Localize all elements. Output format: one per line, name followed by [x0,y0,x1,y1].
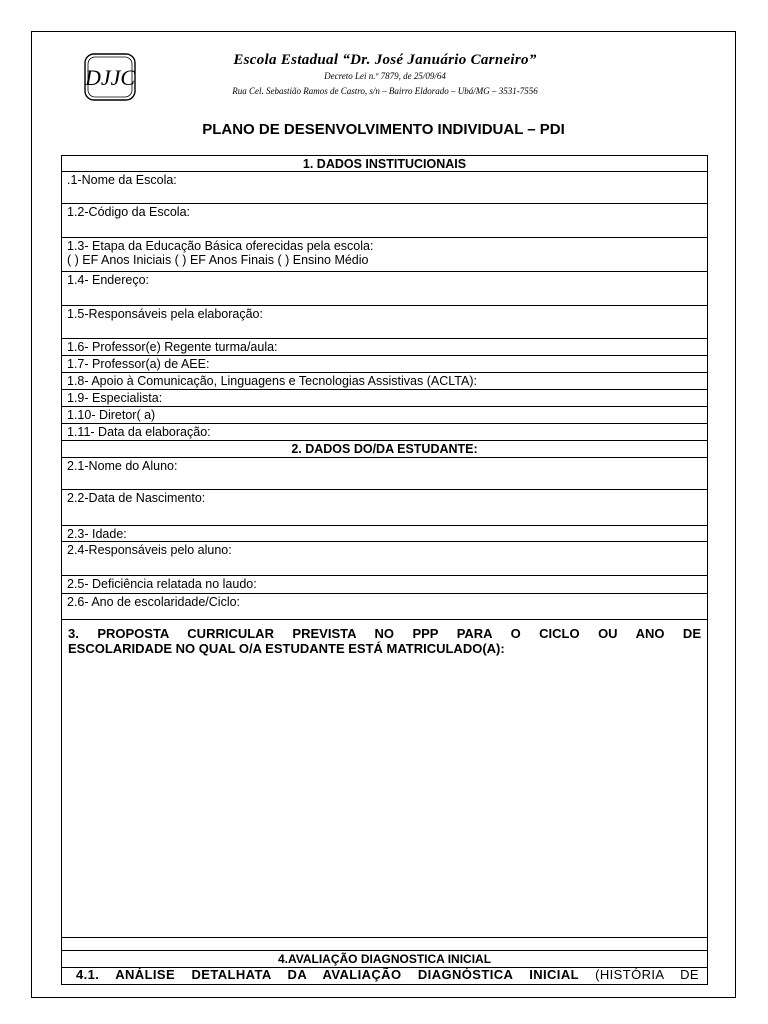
field-teacher[interactable]: 1.6- Professor(e) Regente turma/aula: [62,339,707,356]
section4-subheading-bold: 4.1. ANÁLISE DETALHATA DA AVALIAÇÃO DIAGNÓSTICA INICIAL [76,968,579,982]
section4-heading: 4.AVALIAÇÃO DIAGNOSTICA INICIAL [62,951,707,968]
field-date[interactable]: 1.11- Data da elaboração: [62,424,707,441]
school-logo [82,52,138,102]
field-specialist[interactable]: 1.9- Especialista: [62,390,707,407]
section1-heading: 1. DADOS INSTITUCIONAIS [62,156,707,172]
field-aclta[interactable]: 1.8- Apoio à Comunicação, Linguagens e Tecnologias Assistivas (ACLTA): [62,373,707,390]
field-student-name[interactable]: 2.1-Nome do Aluno: [62,458,707,490]
school-address: Rua Cel. Sebastião Ramos de Castro, s/n – Bairro Eldorado – Ubá/MG – 3531-7556 [232,86,538,96]
field-birth-date[interactable]: 2.2-Data de Nascimento: [62,490,707,526]
field-responsible[interactable]: 1.5-Responsáveis pela elaboração: [62,306,707,339]
section3-heading-line1: 3. PROPOSTA CURRICULAR PREVISTA NO PPP PARA O CICLO OU ANO DE [68,626,701,641]
field-stages[interactable] [62,238,707,272]
field-aee-teacher[interactable]: 1.7- Professor(a) de AEE: [62,356,707,373]
decree-line: Decreto Lei n.º 7879, de 25/09/64 [324,71,446,81]
field-stages-options[interactable]: ( ) EF Anos Iniciais ( ) EF Anos Finais ( ) Ensino Médio [67,253,369,267]
field-director[interactable]: 1.10- Diretor( a) [62,407,707,424]
section3-block[interactable] [62,620,707,938]
field-disability[interactable]: 2.5- Deficiência relatada no laudo: [62,576,707,594]
school-name: Escola Estadual “Dr. José Januário Carneiro” [233,52,537,68]
field-age[interactable]: 2.3- Idade: [62,526,707,542]
section3-heading-line2: ESCOLARIDADE NO QUAL O/A ESTUDANTE ESTÁ MATRICULADO(A): [68,641,505,656]
blank-row [62,938,707,951]
section4-subheading [62,968,707,985]
logo-monogram: DJJC [84,65,136,90]
document-title: PLANO DE DESENVOLVIMENTO INDIVIDUAL – PDI [202,121,565,138]
field-address[interactable]: 1.4- Endereço: [62,272,707,306]
field-school-code[interactable]: 1.2-Código da Escola: [62,204,707,238]
section4-subheading-normal: (HISTÓRIA DE [595,968,699,982]
field-school-name[interactable]: .1-Nome da Escola: [62,172,707,204]
pdi-form [61,155,708,985]
field-guardians[interactable]: 2.4-Responsáveis pelo aluno: [62,542,707,576]
section2-heading: 2. DADOS DO/DA ESTUDANTE: [62,441,707,458]
field-school-year[interactable]: 2.6- Ano de escolaridade/Ciclo: [62,594,707,620]
field-stages-label: 1.3- Etapa da Educação Básica oferecidas pela escola: [67,239,374,253]
